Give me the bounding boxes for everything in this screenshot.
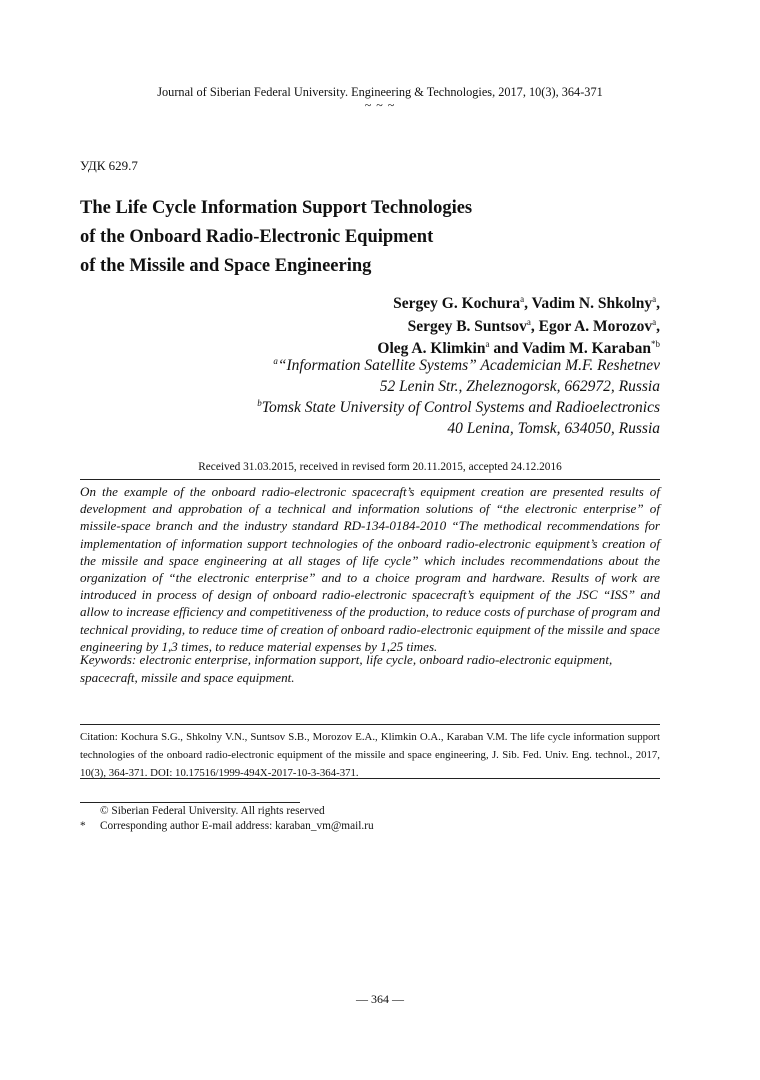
divider [80, 479, 660, 480]
author-separator: , [530, 317, 539, 335]
affiliations [257, 355, 660, 439]
author-line [377, 293, 660, 316]
title-line: of the Missile and Space Engineering [80, 256, 372, 276]
footnote-corresponding [80, 820, 374, 832]
author-name: Sergey G. Kochura [393, 295, 521, 312]
abstract: On the example of the onboard radio-electronic spacecraft’s equipment creation are presented results of development and approbation of a technical and information solutions of “the electronic enterprise” of missile-space branch and the industry standard RD-134-0184-2010 “The methodical recommendations for implementation of information support technologies of the onboard radio-electronic equipment’s creation of the missile and space engineering at all stages of life cycle” which includes recommendations about the organization of “the electronic enterprise” and to a choice program and hardware. Results of work are introduced in process of design of onboard radio-electronic spacecraft’s equipment of the JSC “ISS” and allow to increase efficiency and competitiveness of the production, to reduce costs of purchase of program and technical providing, to reduce time of creation of onboard radio-electronic equipment of the missile and space engineering by 1,3 times, to reduce material expenses by 1,25 times. [80, 484, 660, 654]
author-separator: , [656, 317, 660, 335]
udk-code: УДК 629.7 [80, 158, 138, 173]
citation: Citation: Kochura S.G., Shkolny V.N., Suntsov S.B., Morozov E.A., Klimkin O.A., Karaban V.M. The life cycle information support technologies of the onboard radio-electronic equipment of the missile and space engineering, J. Sib. Fed. Univ. Eng. technol., 2017, 10(3), 364-371. DOI: 10.17516/1999-494X-2017-10-3-364-371. [80, 731, 660, 779]
journal-header: Journal of Siberian Federal University. Engineering & Technologies, 2017, 10(3), 364-371 [157, 85, 603, 99]
footnote-mark: * [80, 820, 86, 832]
affiliation-mark: a [652, 316, 657, 327]
affiliation-mark: *b [651, 339, 660, 349]
author-separator: and [489, 340, 522, 357]
affiliation-mark: a [520, 294, 525, 304]
footnote-divider [80, 802, 300, 803]
affiliation-mark: a [526, 316, 531, 327]
affiliation-b-name: $^b$Tomsk State University of Control Systems and Radioelectronics [257, 398, 660, 416]
header-ornament: ~ ~ ~ [364, 98, 396, 112]
corresponding-email: Corresponding author E-mail address: karaban_vm@mail.ru [100, 820, 374, 832]
title-line: The Life Cycle Information Support Technologies [80, 198, 473, 218]
affiliation-b-address: 40 Lenina, Tomsk, 634050, Russia [447, 420, 660, 437]
author-name: Sergey B. Suntsov [407, 317, 527, 335]
divider [80, 724, 660, 725]
author-name: Vadim M. Karaban [521, 340, 651, 357]
affiliation-a-address: 52 Lenin Str., Zheleznogorsk, 662972, Russia [379, 378, 660, 395]
affiliation-mark: a [273, 356, 278, 366]
received-dates: Received 31.03.2015, received in revised form 20.11.2015, accepted 24.12.2016 [198, 461, 562, 473]
keywords: Keywords: electronic enterprise, information support, life cycle, onboard radio-electronic equipment, spacecraft, missile and space equipment. [80, 652, 613, 685]
author-separator: , [656, 295, 660, 312]
divider [80, 778, 660, 779]
footnote-copyright: © Siberian Federal University. All rights reserved [100, 805, 325, 817]
affiliation-mark: a [485, 339, 490, 349]
paper-title [80, 194, 670, 281]
author-list [377, 293, 660, 361]
page-number: — 364 — [356, 992, 404, 1006]
author-line [377, 316, 660, 339]
affiliation-mark: a [652, 294, 657, 304]
author-separator: , [524, 295, 532, 312]
affiliation-a-name: $^a$“Information Satellite Systems” Academician M.F. Reshetnev [273, 356, 660, 374]
author-name: Egor A. Morozov [538, 317, 653, 335]
affiliation-mark: b [257, 398, 262, 408]
author-name: Oleg A. Klimkin [377, 340, 486, 357]
author-name: Vadim N. Shkolny [531, 295, 653, 312]
title-line: of the Onboard Radio-Electronic Equipment [80, 227, 434, 247]
